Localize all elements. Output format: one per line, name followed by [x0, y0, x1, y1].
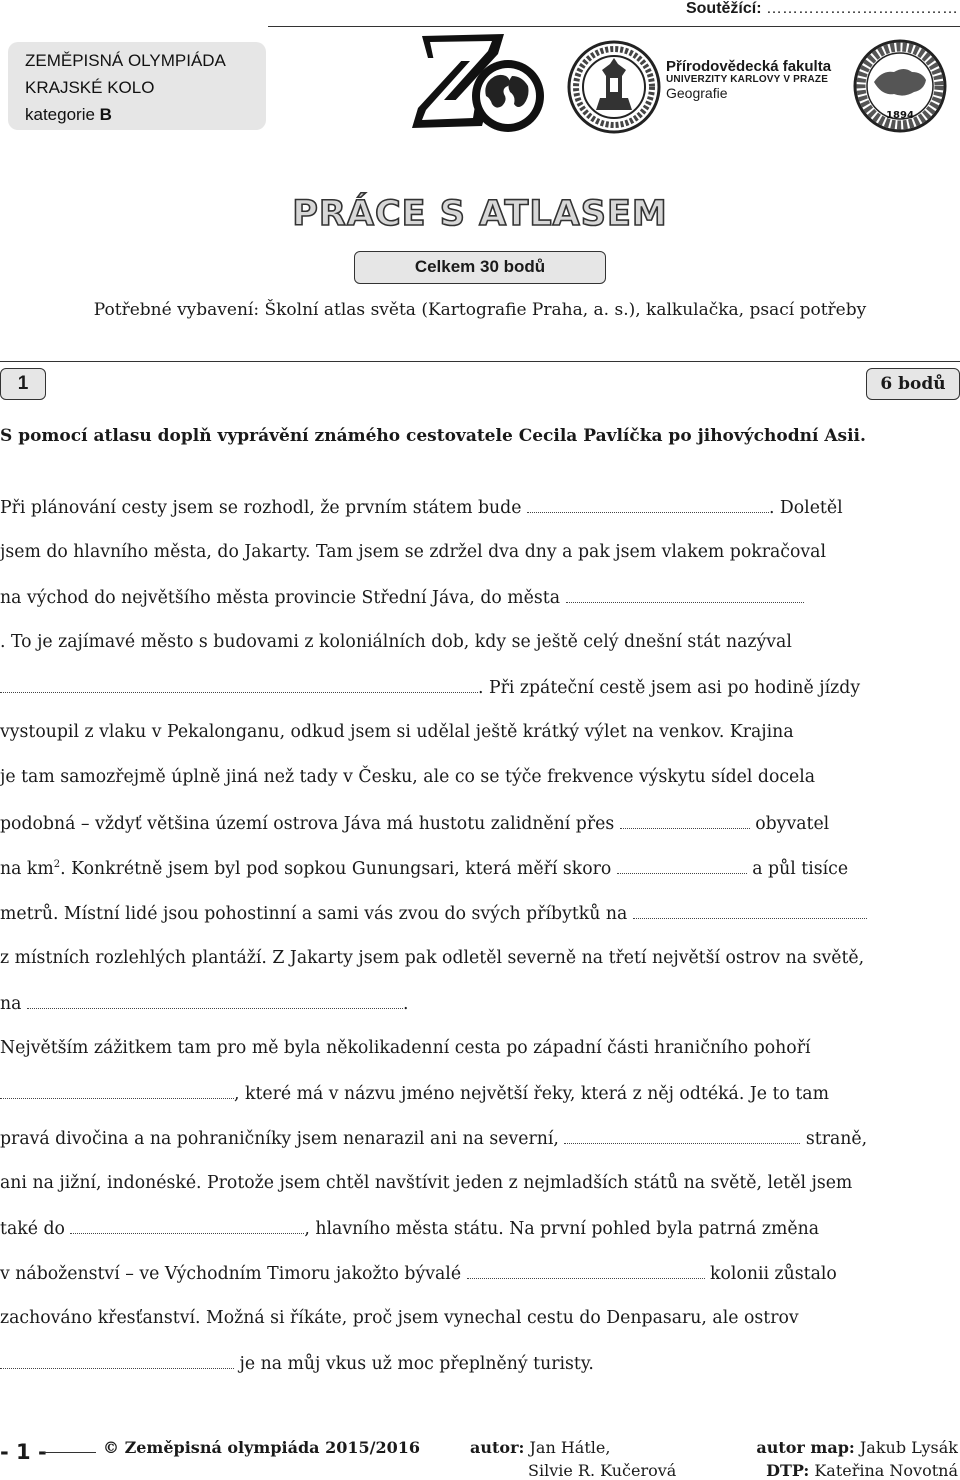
answer-blank-10[interactable] — [70, 1216, 304, 1234]
page-title: PRÁCE S ATLASEM — [292, 194, 668, 234]
story-line-20: je na můj vkus už moc přeplněný turisty. — [0, 1351, 594, 1375]
faculty-title: Přírodovědecká fakulta — [666, 58, 832, 75]
dtp-credit: DTP: Kateřina Novotná — [766, 1461, 958, 1480]
equipment-note: Potřebné vybavení: Školní atlas světa (Kartografie Praha, a. s.), kalkulačka, psací potřeby — [93, 300, 867, 320]
story-line-13: Největším zážitkem tam pro mě byla několikadenní cesta po západní části hraničního pohoří — [0, 1038, 811, 1058]
olympiad-name: ZEMĚPISNÁ OLYMPIÁDA — [25, 51, 226, 70]
story-line-16: ani na jižní, indonéské. Protože jsem chtěl navštívit jeden z nejmladších států na světě, letěl jsem — [0, 1173, 853, 1193]
author-line-1: autor: Jan Hátle, — [470, 1438, 611, 1457]
faculty-logo-text — [666, 58, 866, 101]
faculty-dept: Geografie — [666, 85, 728, 101]
story-line-8: podobná – vždyť většina území ostrova Jáva má hustotu zalidnění přes obyvatel — [0, 811, 829, 835]
story-line-11: z místních rozlehlých plantáží. Z Jakarty jsem pak odletěl severně na třetí největší ostrov na světě, — [0, 948, 865, 968]
competitor-blank[interactable]: ……………………………… — [766, 0, 958, 17]
university-seal-icon — [566, 40, 662, 134]
category-letter: B — [99, 105, 112, 124]
answer-blank-7[interactable] — [27, 991, 403, 1009]
story-line-2: jsem do hlavního města, do Jakarty. Tam jsem se zdržel dva dny a pak jsem vlakem pokračoval — [0, 542, 826, 562]
story-line-5: . Při zpáteční cestě jsem asi po hodině jízdy — [0, 675, 860, 699]
story-line-3: na východ do největšího města provincie Střední Jáva, do města — [0, 585, 804, 609]
competitor-field — [686, 0, 958, 18]
answer-blank-12[interactable] — [0, 1351, 234, 1369]
story-line-18: v náboženství – ve Východním Timoru jakožto bývalé kolonii zůstalo — [0, 1261, 837, 1285]
story-line-15: pravá divočina a na pohraničníky jsem nenarazil ani na severní, straně, — [0, 1126, 867, 1150]
story-line-12: na . — [0, 991, 408, 1015]
geographic-society-seal-icon — [850, 38, 950, 134]
category — [25, 101, 266, 128]
answer-blank-3[interactable] — [0, 675, 478, 693]
story-line-7: je tam samozřejmě úplně jiná než tady v Česku, ale co se týče frekvence výskytu sídel docela — [0, 767, 816, 787]
map-author: autor map: Jakub Lysák — [756, 1438, 958, 1457]
page-number: - 1 - — [0, 1440, 47, 1464]
zo-logo-icon — [408, 30, 548, 136]
faculty-subtitle: UNIVERZITY KARLOVY V PRAZE — [666, 74, 829, 85]
question-rule — [0, 361, 960, 362]
story-line-17: také do , hlavního města státu. Na první pohled byla patrná změna — [0, 1216, 819, 1240]
footer-rule — [44, 1452, 96, 1453]
story-line-14: , které má v názvu jméno největší řeky, která z něj odtéká. Je to tam — [0, 1081, 829, 1105]
answer-blank-8[interactable] — [0, 1081, 234, 1099]
round-name: KRAJSKÉ KOLO — [25, 78, 155, 97]
story-line-6: vystoupil z vlaku v Pekalonganu, odkud jsem si udělal ještě krátký výlet na venkov. Krajina — [0, 722, 794, 742]
competitor-label: Soutěžící: — [685, 0, 762, 17]
story-line-10: metrů. Místní lidé jsou pohostinní a sami vás zvou do svých příbytků na — [0, 901, 867, 925]
total-points-badge: Celkem 30 bodů — [354, 251, 606, 284]
answer-blank-6[interactable] — [633, 901, 867, 919]
story-line-4: . To je zajímavé město s budovami z koloniálních dob, kdy se ještě celý dnešní stát nazýval — [0, 632, 792, 652]
answer-blank-2[interactable] — [566, 585, 804, 603]
author-line-2: Silvie R. Kučerová — [528, 1461, 677, 1480]
story-line-1: Při plánování cesty jsem se rozhodl, že prvním státem bude . Doletěl — [0, 495, 843, 519]
answer-blank-1[interactable] — [527, 495, 769, 513]
story-line-9: na $km^2$. Konkrétně jsem byl pod sopkou Gunungsari, která měří skoro a půl tisíce — [0, 856, 848, 880]
header-rule — [268, 26, 960, 27]
question-task: S pomocí atlasu doplň vyprávění známého cestovatele Cecila Pavlíčka po jihovýchodní Asii. — [0, 426, 866, 446]
answer-blank-11[interactable] — [467, 1261, 705, 1279]
question-points: 6 bodů — [866, 368, 960, 400]
copyright: © Zeměpisná olympiáda 2015/2016 — [103, 1438, 421, 1457]
story-line-19: zachováno křesťanství. Možná si říkáte, proč jsem vynechal cestu do Denpasaru, ale ostrov — [0, 1308, 799, 1328]
question-number: 1 — [0, 368, 46, 400]
olympiad-box — [8, 42, 266, 130]
answer-blank-9[interactable] — [564, 1126, 800, 1144]
category-word: kategorie — [25, 105, 95, 124]
answer-blank-4[interactable] — [620, 811, 750, 829]
cgs-year: 1894 — [886, 110, 914, 121]
answer-blank-5[interactable] — [617, 856, 747, 874]
